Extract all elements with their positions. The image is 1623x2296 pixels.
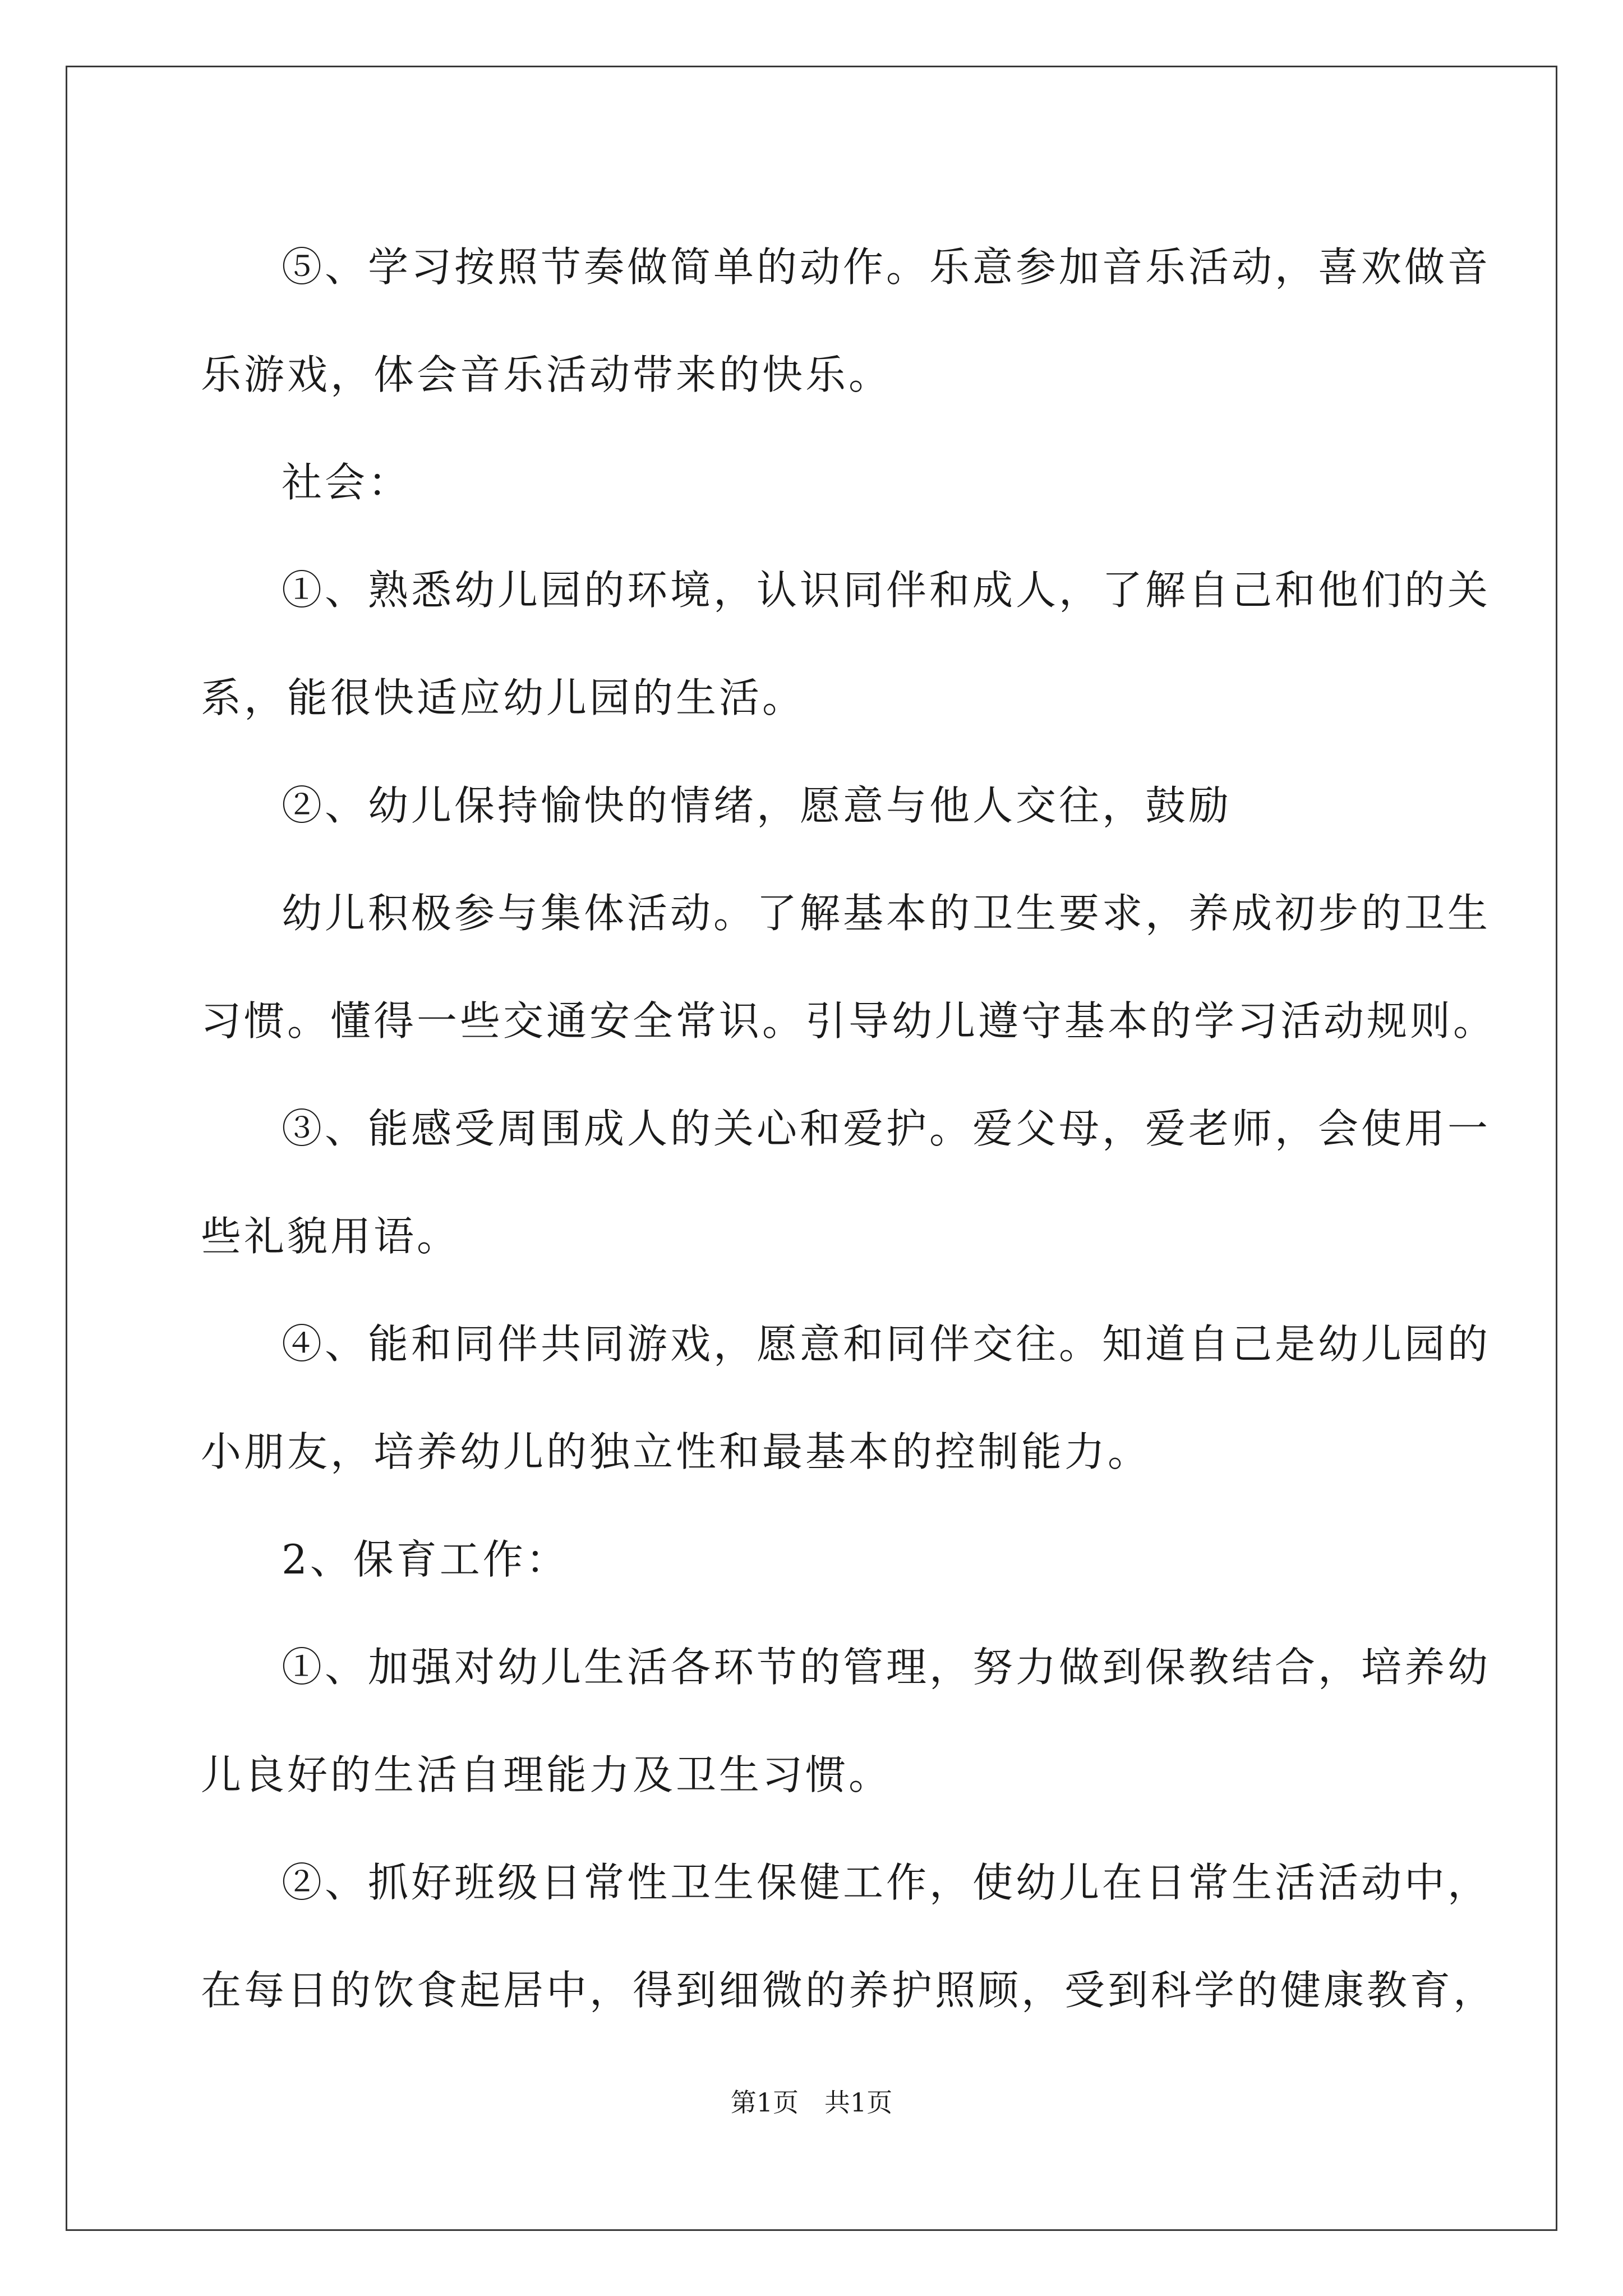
paragraph-line: 儿良好的生活自理能力及卫生习惯。 (201, 1751, 892, 1798)
paragraph-line: ①、熟悉幼儿园的环境，认识同伴和成人，了解自己和他们的关 (282, 567, 1491, 614)
paragraph-line: ②、抓好班级日常性卫生保健工作，使幼儿在日常生活活动中， (282, 1859, 1491, 1906)
document-body (201, 213, 1497, 2044)
paragraph-line: 系，能很快适应幼儿园的生活。 (201, 674, 806, 721)
section-heading-care-work: 2、保育工作： (282, 1536, 569, 1583)
paragraph-line: 乐游戏，体会音乐活动带来的快乐。 (201, 351, 892, 398)
paragraph-line: 在每日的饮食起居中，得到细微的养护照顾，受到科学的健康教育， (201, 1967, 1497, 2014)
paragraph-line: ①、加强对幼儿生活各环节的管理，努力做到保教结合，培养幼 (282, 1644, 1491, 1691)
paragraph-line: ③、能感受周围成人的关心和爱护。爱父母，爱老师，会使用一 (282, 1105, 1491, 1152)
paragraph-line: 些礼貌用语。 (201, 1213, 460, 1260)
paragraph-line: 小朋友，培养幼儿的独立性和最基本的控制能力。 (201, 1428, 1151, 1475)
section-heading-social: 社会： (282, 459, 412, 506)
paragraph-line: 幼儿积极参与集体活动。了解基本的卫生要求，养成初步的卫生 (282, 890, 1491, 937)
paragraph-line: ⑤、学习按照节奏做简单的动作。乐意参加音乐活动，喜欢做音 (282, 243, 1491, 291)
page-footer: 第1页 共1页 (730, 2087, 893, 2118)
paragraph-line: 习惯。懂得一些交通安全常识。引导幼儿遵守基本的学习活动规则。 (201, 997, 1497, 1045)
paragraph-line: ④、能和同伴共同游戏，愿意和同伴交往。知道自己是幼儿园的 (282, 1320, 1491, 1368)
paragraph-line: ②、幼儿保持愉快的情绪，愿意与他人交往，鼓励 (282, 782, 1232, 829)
